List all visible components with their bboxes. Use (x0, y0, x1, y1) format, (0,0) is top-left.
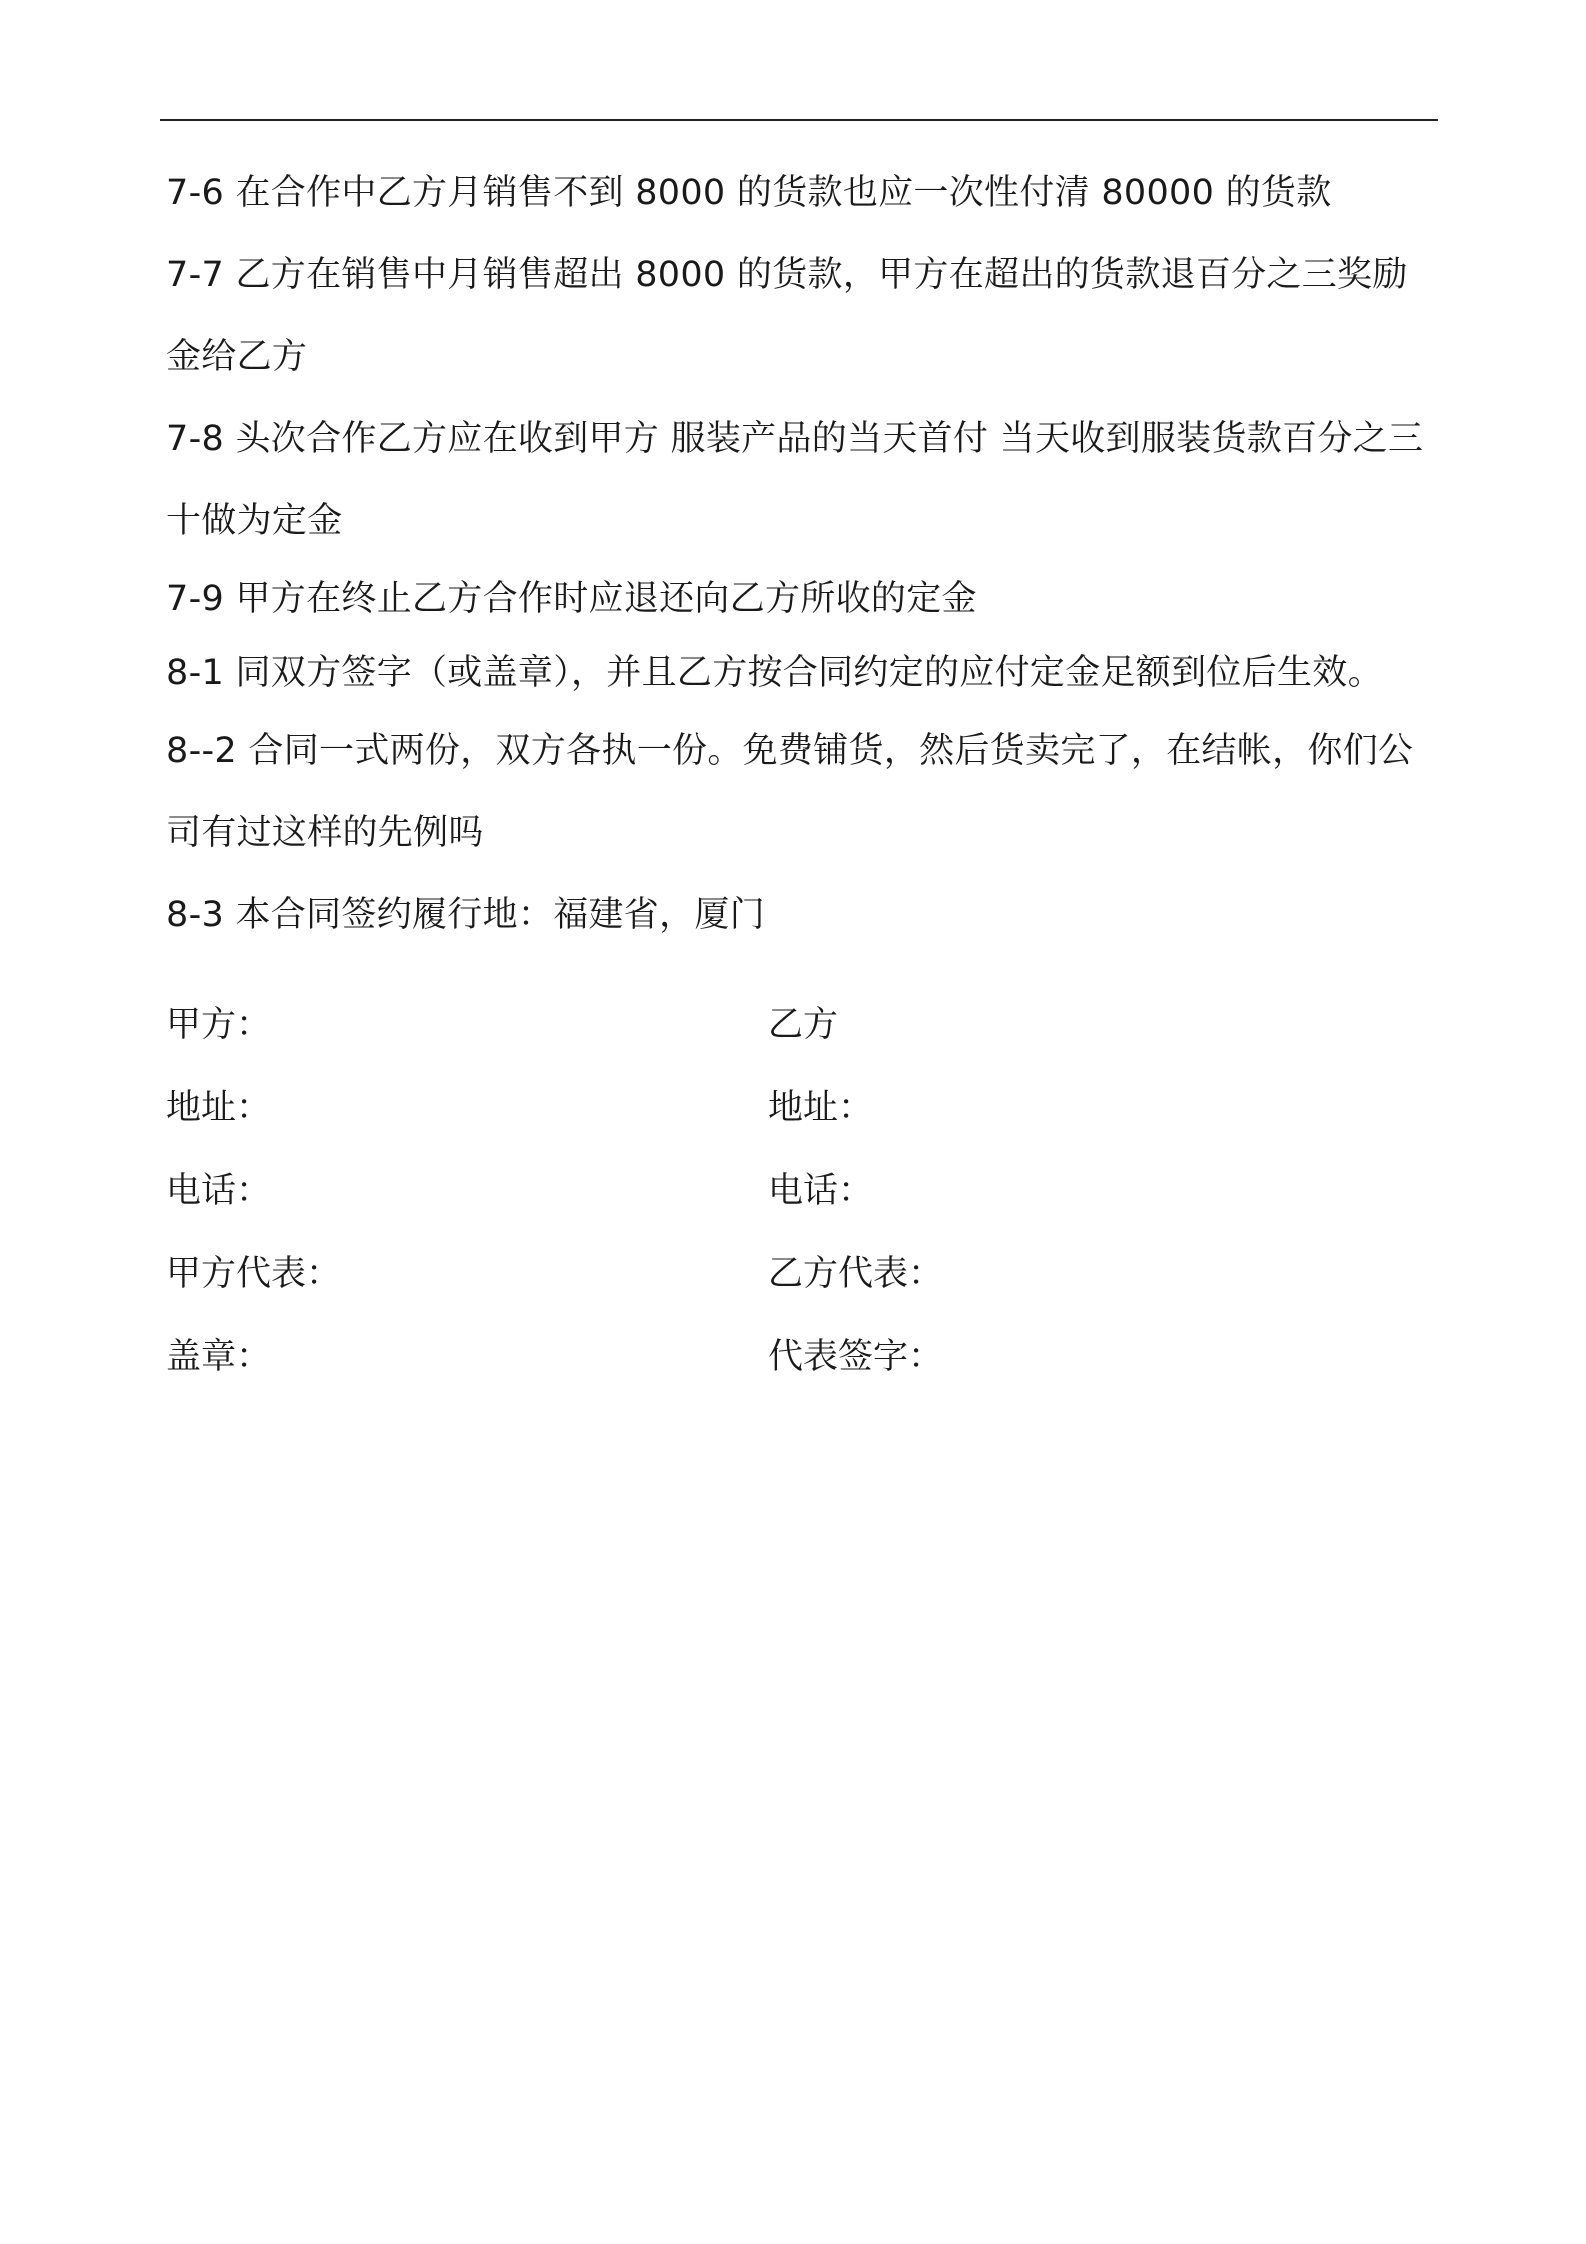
party-a-representative-label: 甲方代表： (166, 1253, 342, 1294)
representative-signature-label: 代表签字： (768, 1336, 944, 1377)
header-divider (160, 119, 1438, 121)
party-b-representative-label: 乙方代表： (768, 1253, 944, 1294)
party-b-address-label: 地址： (768, 1087, 874, 1128)
signature-row (166, 980, 1438, 1063)
signature-row (166, 1229, 1438, 1312)
clause-8-3: 8-3 本合同签约履行地：福建省，厦门 (166, 895, 765, 935)
clause-7-8: 7-8 头次合作乙方应在收到甲方 服装产品的当天首付 当天收到服装货款百分之三十做为定金 (166, 419, 1424, 541)
signature-row (166, 1146, 1438, 1229)
signature-row (166, 1063, 1438, 1146)
signature-row (166, 1312, 1438, 1395)
seal-label: 盖章： (166, 1336, 272, 1377)
clause-7-6: 7-6 在合作中乙方月销售不到 8000 的货款也应一次性付清 80000 的货款 (166, 173, 1332, 213)
party-a-address-label: 地址： (166, 1087, 272, 1128)
party-b-label: 乙方 (768, 1004, 839, 1045)
party-a-phone-label: 电话： (166, 1170, 272, 1211)
party-a-label: 甲方： (166, 1004, 272, 1045)
contract-clauses (166, 152, 1438, 956)
clause-7-9: 7-9 甲方在终止乙方合作时应退还向乙方所收的定金 (166, 579, 977, 619)
clause-8-2: 8--2 合同一式两份，双方各执一份。免费铺货，然后货卖完了，在结帐，你们公司有过这样的先例吗 (166, 731, 1414, 853)
clause-7-7: 7-7 乙方在销售中月销售超出 8000 的货款，甲方在超出的货款退百分之三奖励金给乙方 (166, 255, 1408, 377)
signature-block (166, 980, 1438, 1395)
clause-8-1: 8-1 同双方签字（或盖章），并且乙方按合同约定的应付定金足额到位后生效。 (166, 653, 1383, 693)
party-b-phone-label: 电话： (768, 1170, 874, 1211)
